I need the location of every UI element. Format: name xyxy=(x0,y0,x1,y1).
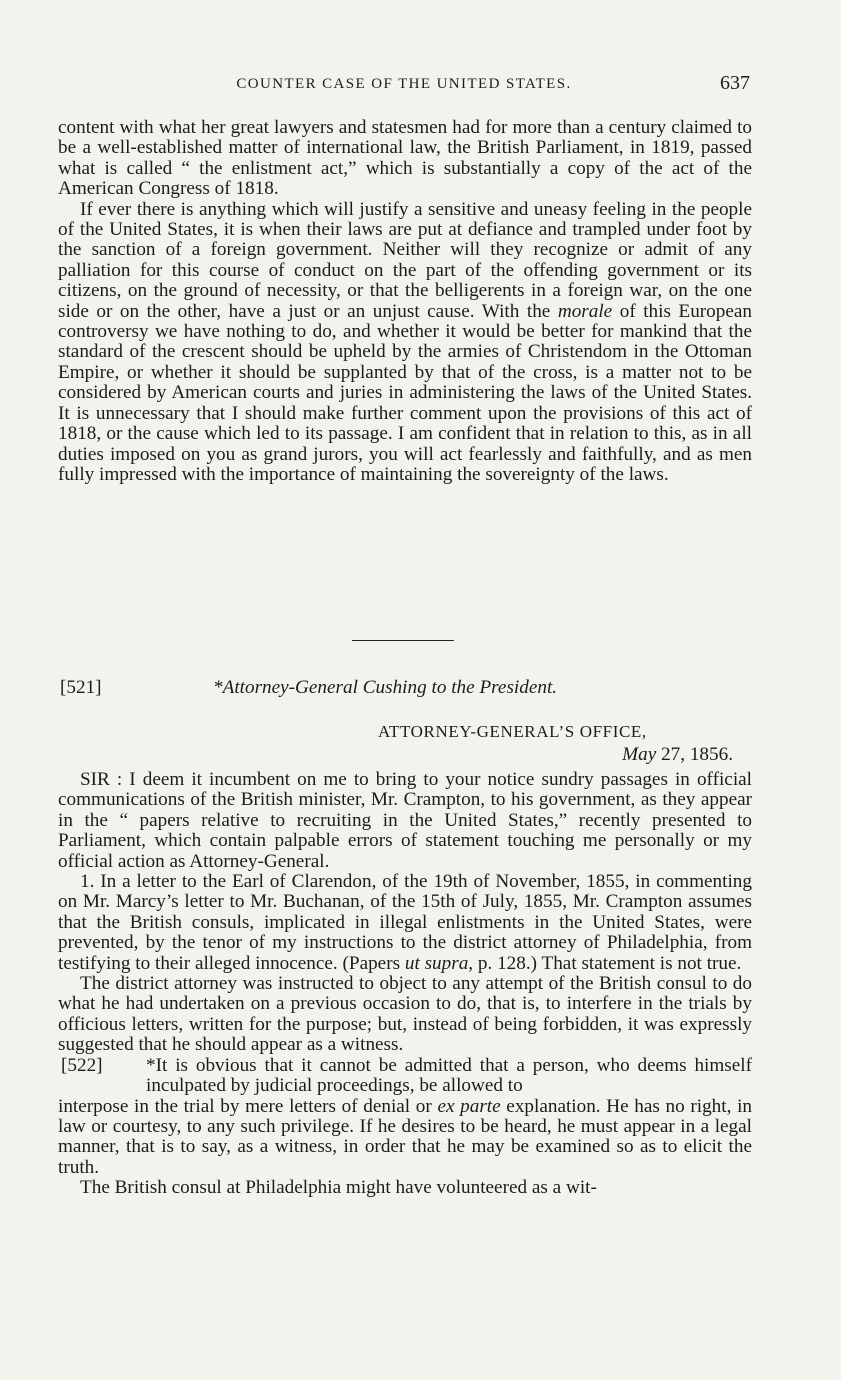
paragraph: The district attorney was instructed to object to any attempt of the British consul to do what he had undertaken on a previous occasion to do, that is, to interfere in the trials by officious letters, written for the purpose; but, instead of being forbidden, it was expressly suggested that he should appear as a witness. xyxy=(58,973,752,1056)
emphasis: ex parte xyxy=(437,1095,501,1117)
paragraph: content with what her great lawyers and statesmen had for more than a century claimed to be a well-established matter of international law, the British Parliament, in 1819, passed what is called “ the enlistment act,” which is substantially a copy of the act of the American Congress of 1818. xyxy=(58,117,752,200)
section-divider xyxy=(352,640,454,641)
paragraph: interpose in the trial by mere letters of denial or ex parte explanation. He has no right, in law or courtesy, to any such privilege. If he desires to be heard, he must appear in a legal manner, that is to say, as a witness, in order that he may be examined so as to elicit the truth. xyxy=(58,1095,752,1178)
office-line: ATTORNEY-GENERAL’S OFFICE, xyxy=(378,722,647,741)
margin-number: [521] xyxy=(60,677,102,698)
margin-number: [522] xyxy=(61,1054,103,1076)
salutation: SIR xyxy=(80,769,110,790)
paragraph: SIR : I deem it incumbent on me to bring to your notice sundry passages in official communications of the British minister, Mr. Crampton, to his government, as they appear in the “ papers relative to recruiting in the United States,” recently presented to Parliament, which contain palpable errors of statement touching me personally or my official action as Attorney-General. xyxy=(58,769,752,872)
emphasis: ut supra xyxy=(404,952,469,974)
paragraph: If ever there is anything which will justify a sensitive and uneasy feeling in the people of the United States, it is when their laws are put at defiance and trampled under foot by the sanction of a foreign government. Neither will they recognize or admit of any palliation for this course of conduct on the part of the offending government or its citizens, on the ground of necessity, or that the belligerents in a foreign war, on the one side or on the other, have a just or an unjust cause. With the morale of this European controversy we have nothing to do, and whether it would be better for mankind that the standard of the crescent should be upheld by the armies of Christendom in the Ottoman Empire, or whether it should be supplanted by that of the cross, is a matter not to be considered by American courts and juries in administering the laws of the United States. It is unnecessary that I should make further comment upon the provisions of this act of 1818, or the cause which led to its passage. I am confident that in relation to this, as in all duties imposed on you as grand jurors, you will act fearlessly and faithfully, and as men fully impressed with the importance of maintaining the sovereignty of the laws. xyxy=(58,198,752,485)
paragraph: 1. In a letter to the Earl of Clarendon, of the 19th of November, 1855, in commenting on Mr. Marcy’s letter to Mr. Buchanan, of the 15th of July, 1855, Mr. Crampton assumes that the British consuls, implicated in illegal enlistments in the United States, were prevented, by the tenor of my instructions to the district attorney of Philadelphia, from testifying to their alleged innocence. (Papers ut supra, p. 128.) That statement is not true. xyxy=(58,871,752,974)
letter-heading xyxy=(58,676,752,702)
emphasis: morale xyxy=(557,300,613,322)
paragraph: [522] *It is obvious that it cannot be admitted that a person, who deems himself inculpated by judicial proceedings, be allowed to xyxy=(61,1054,752,1097)
running-title: COUNTER CASE OF THE UNITED STATES. xyxy=(236,76,572,92)
letter-title: *Attorney-General Cushing to the President. xyxy=(213,677,558,698)
section-one xyxy=(58,118,752,485)
date-line: May 27, 1856. xyxy=(622,744,733,765)
paragraph: The British consul at Philadelphia might have volunteered as a wit- xyxy=(80,1177,597,1199)
letter-body xyxy=(58,770,752,1199)
page-number: 637 xyxy=(720,72,750,94)
running-head xyxy=(58,72,750,100)
